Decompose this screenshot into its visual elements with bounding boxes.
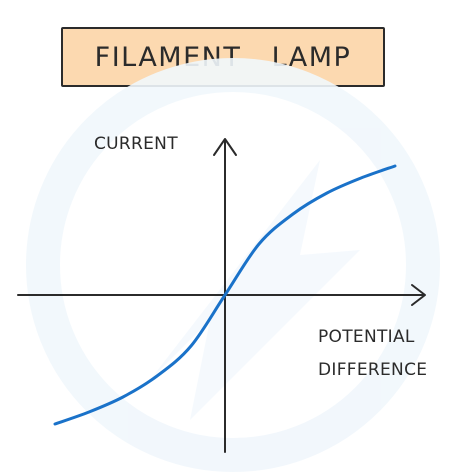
diagram-title: FILAMENT LAMP [94,41,352,73]
watermark [43,75,423,455]
x-axis-label-line-1: POTENTIAL [318,327,415,347]
x-axis-label [318,321,427,387]
y-axis-label: CURRENT [94,134,178,154]
x-axis-label-line-2: DIFFERENCE [318,360,428,380]
